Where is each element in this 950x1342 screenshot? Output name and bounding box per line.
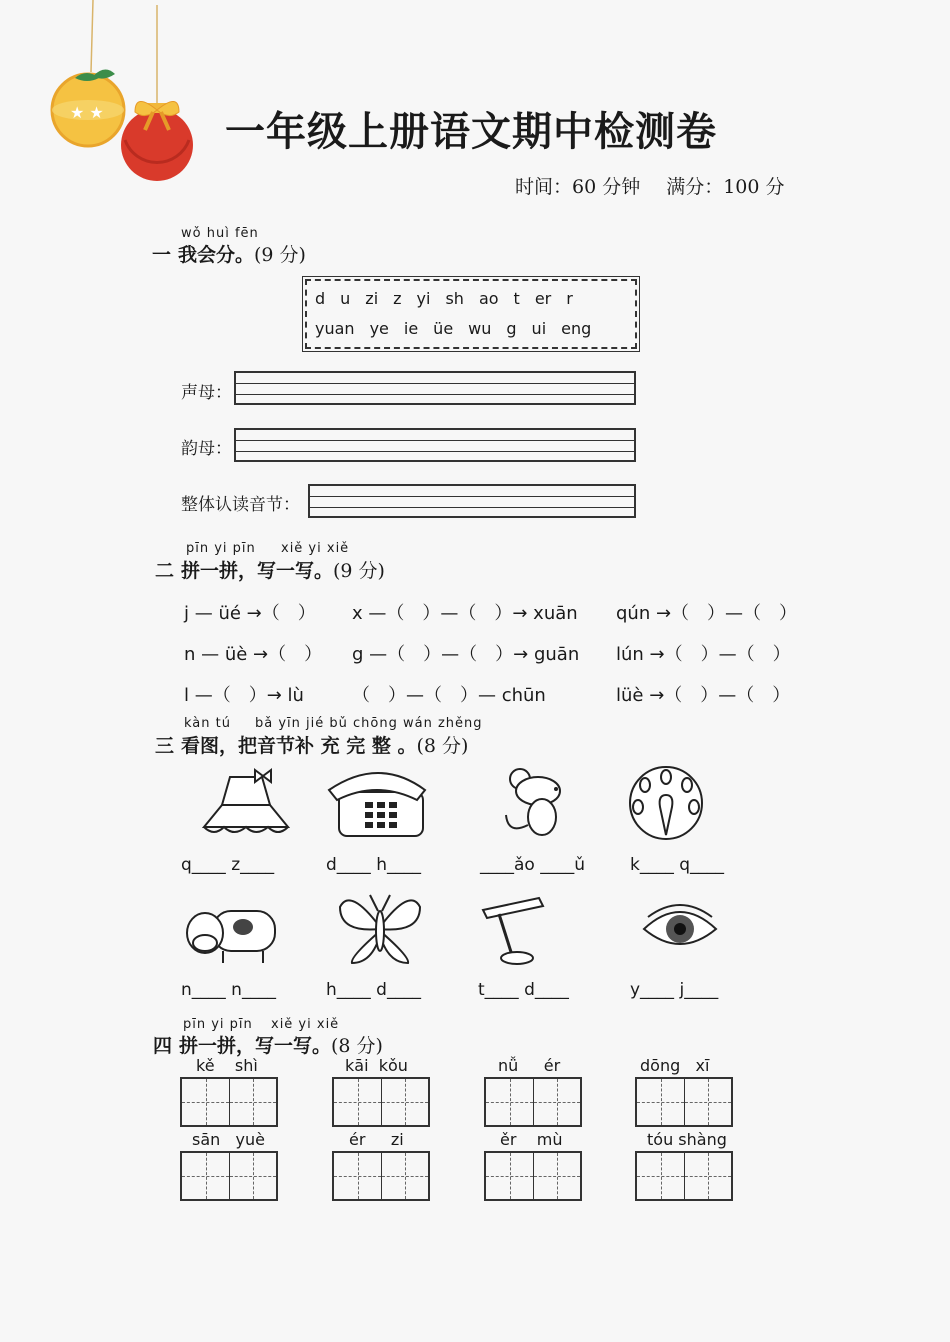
- syllable: eng: [561, 319, 592, 338]
- s3-answer[interactable]: ____ǎo ____ǔ: [480, 855, 585, 875]
- syllable: ér: [349, 1130, 366, 1149]
- syllable: g: [506, 319, 517, 338]
- word-pinyin: [640, 1056, 709, 1075]
- syllable: ie: [403, 319, 419, 338]
- s2-item: x —（ ）—（ ）→ xuān: [352, 603, 578, 624]
- syllable: kāi: [345, 1056, 369, 1075]
- syllable: zi: [365, 289, 379, 308]
- syllable: t: [513, 289, 520, 308]
- syllable: ao: [478, 289, 499, 308]
- s3-answer[interactable]: n____ n____: [181, 980, 276, 1000]
- writing-grid[interactable]: [484, 1151, 582, 1201]
- s2-item: g —（ ）—（ ）→ guān: [352, 644, 580, 665]
- writing-grid[interactable]: [180, 1151, 278, 1201]
- s3-answer[interactable]: t____ d____: [478, 980, 569, 1000]
- word-pinyin: [192, 1130, 265, 1149]
- s3-pinyin-a: kàn tú: [184, 716, 231, 731]
- syllable: nǚ: [498, 1056, 519, 1075]
- syllable: yuè: [235, 1130, 265, 1149]
- s2-item: lüè →（ ）—（ ）: [616, 685, 791, 706]
- syllable: r: [566, 289, 573, 308]
- peacock-icon: [625, 765, 707, 845]
- s2-pinyin-b: xiě yi xiě: [281, 541, 350, 556]
- syllable: kǒu: [378, 1056, 408, 1075]
- syllable: ye: [369, 319, 389, 338]
- syllable: zi: [390, 1130, 404, 1149]
- yunmu-label: 韵母：: [181, 439, 232, 459]
- s3-answer[interactable]: h____ d____: [326, 980, 421, 1000]
- shengmu-answer-lines[interactable]: [234, 371, 636, 405]
- syllable: shì: [234, 1056, 258, 1075]
- syllable: kě: [196, 1056, 215, 1075]
- syllable: ér: [543, 1056, 561, 1075]
- syllable: xī: [695, 1056, 710, 1075]
- s4-pinyin-a: pīn yi pīn: [183, 1017, 253, 1032]
- syllable: z: [393, 289, 402, 308]
- butterfly-icon: [335, 887, 425, 967]
- word-pinyin: [500, 1130, 563, 1149]
- word-pinyin: [196, 1056, 258, 1075]
- s2-item: qún →（ ）—（ ）: [616, 603, 798, 624]
- word-pinyin: [498, 1056, 560, 1075]
- s2-item: n — üè →（ ）: [184, 644, 323, 665]
- s1-pinyin: wǒ huì fēn: [181, 226, 259, 241]
- s4-heading: [153, 1031, 383, 1058]
- syllable-box: [305, 279, 637, 349]
- syllable: d: [315, 289, 326, 308]
- mouse-icon: [500, 765, 575, 840]
- syllable: ui: [531, 319, 547, 338]
- page-title: 一年级上册语文期中检测卷: [225, 109, 717, 155]
- syllable: yi: [416, 289, 431, 308]
- exam-meta: [515, 172, 811, 199]
- s2-points: (9 分): [333, 560, 385, 582]
- zhengti-answer-lines[interactable]: [308, 484, 636, 518]
- writing-grid[interactable]: [332, 1077, 430, 1127]
- word-pinyin: [345, 1056, 408, 1075]
- syllable: sān: [192, 1130, 221, 1149]
- svg-text:★ ★: ★ ★: [70, 103, 104, 122]
- s3-heading: [155, 731, 468, 758]
- s1-title: 我会分。: [178, 244, 255, 266]
- syllable: u: [340, 289, 351, 308]
- s4-num: 四: [153, 1035, 173, 1057]
- syllable-row-1: [315, 289, 588, 308]
- word-pinyin: [349, 1130, 404, 1149]
- syllable: er: [534, 289, 552, 308]
- ornament-decoration: [45, 0, 205, 185]
- eye-icon: [640, 897, 720, 957]
- s4-pinyin-b: xiě yi xiě: [271, 1017, 340, 1032]
- s3-pinyin-b: bǎ yīn jié bǔ chōng wán zhěng: [255, 716, 483, 731]
- s1-points: (9 分): [254, 244, 306, 266]
- zhengti-label: 整体认读音节：: [181, 495, 300, 515]
- syllable: tóu: [647, 1130, 674, 1149]
- syllable: ěr: [500, 1130, 517, 1149]
- lamp-icon: [477, 892, 547, 967]
- syllable: yuan: [315, 319, 355, 338]
- syllable: shàng: [678, 1130, 727, 1149]
- s3-points: (8 分): [416, 735, 469, 757]
- s2-title: 拼一拼，写一写。: [181, 560, 334, 582]
- s2-pinyin-a: pīn yi pīn: [186, 541, 256, 556]
- syllable: dōng: [640, 1056, 681, 1075]
- s2-heading: [155, 556, 385, 583]
- yunmu-answer-lines[interactable]: [234, 428, 636, 462]
- s3-answer[interactable]: d____ h____: [326, 855, 421, 875]
- s4-title: 拼一拼，写一写。: [179, 1035, 332, 1057]
- s2-item: l —（ ）→ lù: [184, 685, 304, 706]
- exam-time: 时间：60 分钟: [515, 176, 641, 198]
- word-pinyin: [647, 1130, 727, 1149]
- s3-answer[interactable]: y____ j____: [630, 980, 719, 1000]
- skirt-icon: [200, 765, 292, 840]
- s4-points: (8 分): [331, 1035, 383, 1057]
- exam-score: 满分：100 分: [666, 176, 785, 198]
- telephone-icon: [325, 770, 430, 840]
- syllable: sh: [445, 289, 464, 308]
- syllable: wu: [468, 319, 492, 338]
- s2-item: （ ）—（ ）— chūn: [352, 685, 546, 706]
- writing-grid[interactable]: [484, 1077, 582, 1127]
- writing-grid[interactable]: [332, 1151, 430, 1201]
- s2-num: 二: [155, 560, 175, 582]
- s1-num: 一: [152, 244, 172, 266]
- syllable: mù: [536, 1130, 563, 1149]
- s3-answer[interactable]: q____ z____: [181, 855, 275, 875]
- shengmu-label: 声母：: [181, 383, 232, 403]
- s2-item: lún →（ ）—（ ）: [616, 644, 791, 665]
- writing-grid[interactable]: [635, 1077, 733, 1127]
- syllable: üe: [433, 319, 454, 338]
- s3-num: 三: [155, 735, 175, 757]
- s2-item: j — üé →（ ）: [184, 603, 316, 624]
- writing-grid[interactable]: [635, 1151, 733, 1201]
- s3-title: 看图，把音节补 充 完 整 。: [181, 735, 417, 757]
- syllable-row-2: [315, 319, 606, 338]
- s3-answer[interactable]: k____ q____: [630, 855, 725, 875]
- writing-grid[interactable]: [180, 1077, 278, 1127]
- cow-icon: [183, 897, 283, 965]
- s1-heading: [152, 240, 306, 267]
